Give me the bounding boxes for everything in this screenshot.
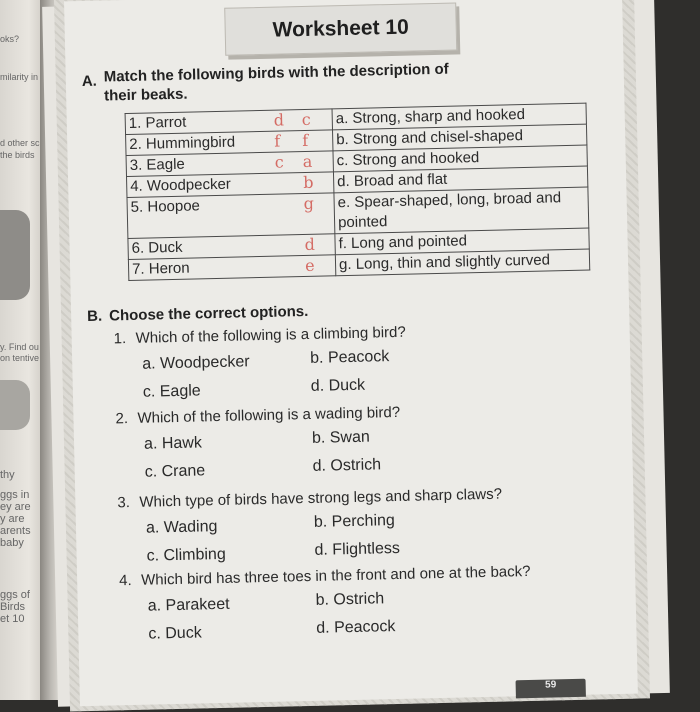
question-number: 2. [115,410,129,428]
answer-option[interactable]: a. Hawk [143,434,203,453]
question-number: 1. [113,330,127,348]
left-page-fragment: y are [0,513,25,525]
left-page-fragment: the birds [0,150,35,160]
answer-option[interactable]: d. Duck [310,376,366,395]
bird-name-cell [128,255,335,281]
beak-description-cell: d. Broad and flat [333,166,587,193]
left-page-fragment: y. Find ou [0,342,39,352]
answer-option[interactable]: d. Flightless [314,539,401,559]
question-text: Which type of birds have strong legs and sharp claws? [139,485,503,511]
beak-description-cell: b. Strong and chisel-shaped [333,124,587,151]
left-page-photo [0,380,30,430]
section-a-heading-line1: Match the following birds with the description of [103,60,449,86]
handwritten-answer: f [274,131,281,151]
answer-option[interactable]: d. Peacock [316,618,396,637]
beak-description-cell: a. Strong, sharp and hooked [332,103,586,130]
handwritten-answer: g [303,193,315,214]
section-a-heading-line2: their beaks. [103,85,188,105]
answer-option[interactable]: b. Ostrich [315,590,385,609]
question-text: Which bird has three toes in the front and one at the back? [140,562,531,589]
question-number: 4. [118,572,132,590]
left-page-fragment: thy [0,469,15,481]
handwritten-answer: f [302,130,309,151]
left-page-fragment: baby [0,537,24,549]
answer-option[interactable]: a. Woodpecker [142,353,250,373]
left-page-fragment: on tentive [0,353,40,363]
left-page-fragment: arents [0,525,31,537]
question-text: Which of the following is a climbing bird? [135,323,406,347]
left-page-fragment: Birds [0,601,26,613]
answer-option[interactable]: d. Ostrich [312,456,382,475]
left-page-fragment: ey are [0,501,31,513]
handwritten-answer: b [302,172,314,193]
bird-name: 2. Hummingbird [129,133,236,153]
handwritten-answer: e [304,255,315,275]
beak-description-cell: e. Spear-shaped, long, broad and pointed [334,187,589,234]
bird-name: 1. Parrot [128,113,187,132]
bird-name: 3. Eagle [129,155,185,174]
answer-option[interactable]: c. Crane [144,462,206,481]
question-number: 3. [117,494,131,512]
section-b-heading: Choose the correct options. [108,302,309,325]
bird-name: 4. Woodpecker [130,175,232,195]
left-page-fragment: milarity in [0,72,39,82]
section-a-label: A. [81,72,98,91]
page-content [64,0,638,706]
answer-option[interactable]: b. Peacock [309,348,390,367]
bird-name: 5. Hoopoe [130,197,201,216]
answer-option[interactable]: a. Parakeet [147,595,230,615]
bird-name-cell [127,193,335,239]
handwritten-answer: d [273,110,285,130]
handwritten-answer: d [304,234,316,255]
bird-name: 7. Heron [131,259,190,278]
section-b-label: B. [86,307,103,325]
worksheet-page [42,0,670,707]
left-page-fragment: et 10 [0,613,25,625]
answer-option[interactable]: b. Perching [313,512,396,531]
bird-name: 6. Duck [131,238,183,257]
beak-description-cell: g. Long, thin and slightly curved [335,249,589,276]
beak-description-cell: f. Long and pointed [335,228,589,255]
answer-option[interactable]: c. Eagle [142,382,201,401]
worksheet-title: Worksheet 10 [224,3,457,56]
matching-table [125,103,591,281]
left-page-fragment: ggs of [0,589,30,601]
answer-option[interactable]: b. Swan [311,428,370,447]
handwritten-answer: c [274,152,284,172]
question-text: Which of the following is a wading bird? [137,403,401,427]
left-page-fragment: ggs in [0,489,30,501]
left-page-photo [0,210,30,300]
handwritten-answer: a [302,151,313,172]
handwritten-answer: c [301,109,311,130]
answer-option[interactable]: c. Duck [148,624,202,643]
left-page-fragment: d other sc [0,138,40,148]
left-page-fragment: oks? [0,34,20,44]
answer-option[interactable]: c. Climbing [146,545,226,565]
beak-description-cell: c. Strong and hooked [333,145,587,172]
page-number: 59 [516,679,586,699]
answer-option[interactable]: a. Wading [145,518,218,537]
